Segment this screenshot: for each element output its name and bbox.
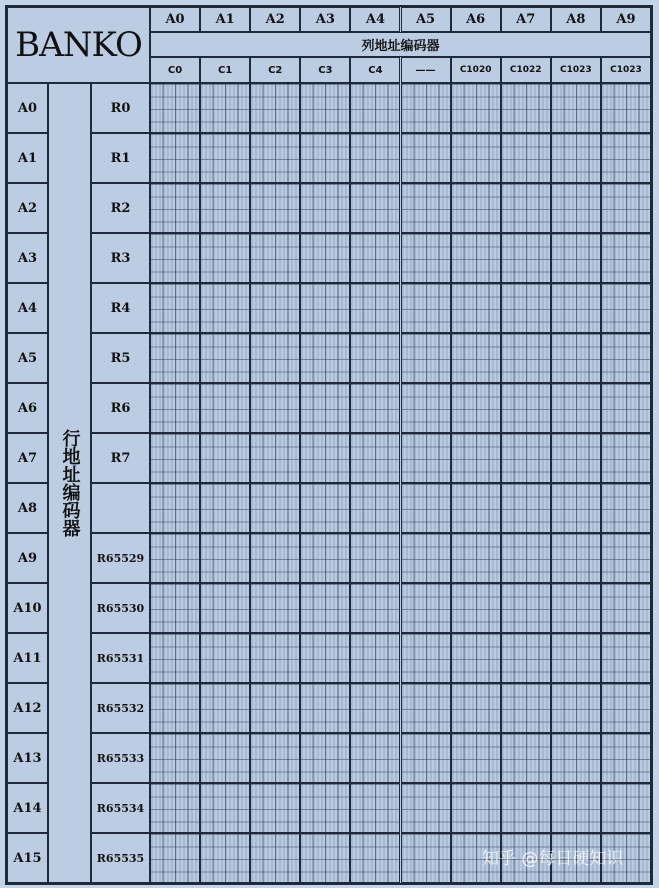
memory-cell [551, 383, 601, 433]
memory-cell [150, 283, 200, 333]
row-address-label: A2 [7, 183, 48, 233]
memory-cell [250, 833, 300, 883]
column-label: C1020 [451, 57, 501, 83]
memory-cell [350, 433, 400, 483]
row-label: R6 [91, 383, 150, 433]
memory-cell [551, 233, 601, 283]
memory-cell [501, 383, 551, 433]
column-address-label: A4 [350, 7, 400, 32]
memory-cell [551, 133, 601, 183]
memory-cell [601, 483, 651, 533]
memory-cell [300, 383, 350, 433]
row-label: R1 [91, 133, 150, 183]
memory-cell [200, 83, 250, 133]
memory-cell [551, 83, 601, 133]
row-label: R0 [91, 83, 150, 133]
column-label: —— [401, 57, 451, 83]
memory-cell [601, 83, 651, 133]
memory-cell [601, 333, 651, 383]
row-address-label: A4 [7, 283, 48, 333]
memory-cell [200, 183, 250, 233]
memory-cell [401, 233, 451, 283]
memory-cell [350, 383, 400, 433]
memory-cell [200, 833, 250, 883]
memory-cell [300, 533, 350, 583]
row-address-label: A13 [7, 733, 48, 783]
memory-cell [601, 183, 651, 233]
memory-cell [300, 233, 350, 283]
memory-cell [350, 333, 400, 383]
memory-cell [451, 583, 501, 633]
memory-cell [150, 383, 200, 433]
memory-cell [451, 83, 501, 133]
memory-cell [401, 733, 451, 783]
column-address-label: A3 [300, 7, 350, 32]
memory-cell [150, 433, 200, 483]
column-address-label: A1 [200, 7, 250, 32]
memory-cell [501, 133, 551, 183]
row-address-label: A7 [7, 433, 48, 483]
memory-cell [150, 733, 200, 783]
column-label: C4 [350, 57, 400, 83]
memory-cell [200, 683, 250, 733]
row-label: R65533 [91, 733, 150, 783]
column-address-label: A0 [150, 7, 200, 32]
row-address-label: A15 [7, 833, 48, 883]
memory-cell [551, 433, 601, 483]
memory-cell [501, 83, 551, 133]
memory-cell [150, 183, 200, 233]
memory-cell [200, 133, 250, 183]
memory-cell [250, 133, 300, 183]
memory-cell [451, 483, 501, 533]
memory-cell [451, 383, 501, 433]
memory-cell [451, 183, 501, 233]
memory-cell [250, 483, 300, 533]
memory-cell [200, 383, 250, 433]
memory-cell [401, 383, 451, 433]
column-address-label: A5 [401, 7, 451, 32]
row-decoder-title: 行地址编码器 [59, 429, 81, 537]
memory-cell [350, 83, 400, 133]
memory-cell [350, 683, 400, 733]
column-label: C0 [150, 57, 200, 83]
memory-cell [551, 633, 601, 683]
memory-cell [350, 783, 400, 833]
memory-cell [551, 683, 601, 733]
memory-cell [501, 483, 551, 533]
memory-cell [501, 583, 551, 633]
column-address-label: A2 [250, 7, 300, 32]
memory-cell [501, 183, 551, 233]
column-label: C2 [250, 57, 300, 83]
memory-cell [200, 233, 250, 283]
memory-cell [401, 783, 451, 833]
memory-cell [601, 233, 651, 283]
memory-cell [350, 133, 400, 183]
memory-cell [501, 283, 551, 333]
row-address-label: A5 [7, 333, 48, 383]
memory-cell [601, 733, 651, 783]
memory-cell [401, 833, 451, 883]
memory-cell [300, 633, 350, 683]
memory-cell [250, 183, 300, 233]
row-address-label: A0 [7, 83, 48, 133]
column-label: C1022 [501, 57, 551, 83]
row-address-label: A11 [7, 633, 48, 683]
memory-cell [300, 133, 350, 183]
memory-cell [350, 233, 400, 283]
column-address-label: A9 [601, 7, 651, 32]
row-label: R65535 [91, 833, 150, 883]
row-label: R4 [91, 283, 150, 333]
memory-cell [350, 533, 400, 583]
memory-cell [551, 533, 601, 583]
memory-cell [150, 533, 200, 583]
memory-cell [200, 433, 250, 483]
memory-cell [601, 783, 651, 833]
memory-cell [300, 833, 350, 883]
memory-cell [150, 683, 200, 733]
bank-logo: BANKO [7, 7, 150, 83]
memory-cell [300, 333, 350, 383]
column-label: C1 [200, 57, 250, 83]
watermark: 知乎 @每日硬知识 [482, 849, 624, 869]
row-address-label: A1 [7, 133, 48, 183]
memory-cell [150, 333, 200, 383]
row-address-label: A9 [7, 533, 48, 583]
memory-cell [350, 483, 400, 533]
memory-cell [401, 533, 451, 583]
memory-cell [401, 333, 451, 383]
memory-cell [200, 533, 250, 583]
memory-cell [601, 283, 651, 333]
memory-cell [401, 483, 451, 533]
row-label: R65530 [91, 583, 150, 633]
row-label: R5 [91, 333, 150, 383]
column-address-label: A8 [551, 7, 601, 32]
column-address-label: A6 [451, 7, 501, 32]
memory-cell [250, 583, 300, 633]
row-address-label: A12 [7, 683, 48, 733]
memory-cell [501, 233, 551, 283]
memory-cell [451, 633, 501, 683]
memory-cell [350, 183, 400, 233]
memory-cell [501, 733, 551, 783]
memory-cell [350, 833, 400, 883]
memory-cell [451, 433, 501, 483]
column-label: C1023 [601, 57, 651, 83]
memory-cell [200, 283, 250, 333]
row-label [91, 483, 150, 533]
row-label: R2 [91, 183, 150, 233]
memory-cell [250, 683, 300, 733]
memory-cell [401, 83, 451, 133]
row-label: R65531 [91, 633, 150, 683]
memory-cell [250, 233, 300, 283]
memory-cell [250, 783, 300, 833]
memory-bank-diagram [5, 5, 653, 885]
row-label: R65534 [91, 783, 150, 833]
row-label: R65529 [91, 533, 150, 583]
memory-cell [501, 783, 551, 833]
memory-cell [250, 733, 300, 783]
memory-cell [250, 283, 300, 333]
memory-cell [501, 683, 551, 733]
memory-cell [401, 133, 451, 183]
memory-cell [300, 583, 350, 633]
memory-cell [601, 583, 651, 633]
memory-cell [501, 433, 551, 483]
memory-cell [350, 733, 400, 783]
memory-cell [150, 483, 200, 533]
memory-cell [300, 683, 350, 733]
memory-cell [501, 533, 551, 583]
memory-cell [601, 383, 651, 433]
memory-cell [551, 733, 601, 783]
memory-cell [300, 433, 350, 483]
memory-cell [451, 333, 501, 383]
memory-cell [601, 433, 651, 483]
memory-cell [551, 783, 601, 833]
row-address-label: A3 [7, 233, 48, 283]
memory-cell [200, 583, 250, 633]
memory-cell [551, 483, 601, 533]
memory-cell [150, 783, 200, 833]
memory-cell [350, 283, 400, 333]
memory-cell [250, 633, 300, 683]
memory-cell [250, 383, 300, 433]
memory-cell [451, 733, 501, 783]
row-label: R65532 [91, 683, 150, 733]
memory-cell [601, 533, 651, 583]
memory-cell [200, 483, 250, 533]
memory-cell [401, 283, 451, 333]
memory-cell [200, 783, 250, 833]
memory-cell [551, 283, 601, 333]
memory-cell [401, 433, 451, 483]
memory-cell [551, 333, 601, 383]
memory-cell [150, 583, 200, 633]
memory-cell [451, 533, 501, 583]
memory-cell [451, 683, 501, 733]
memory-cell [300, 783, 350, 833]
memory-cell [200, 633, 250, 683]
memory-cell [300, 483, 350, 533]
row-label: R3 [91, 233, 150, 283]
memory-cell [551, 183, 601, 233]
memory-cell [150, 833, 200, 883]
memory-cell [601, 633, 651, 683]
column-address-label: A7 [501, 7, 551, 32]
memory-cell [501, 333, 551, 383]
column-decoder-title: 列地址编码器 [150, 32, 651, 57]
row-address-label: A8 [7, 483, 48, 533]
memory-cell [601, 683, 651, 733]
memory-cell [200, 733, 250, 783]
memory-cell [150, 233, 200, 283]
row-decoder-column [48, 83, 91, 883]
row-label: R7 [91, 433, 150, 483]
memory-cell [451, 783, 501, 833]
memory-cell [401, 583, 451, 633]
memory-cell [451, 233, 501, 283]
memory-cell [401, 633, 451, 683]
memory-cell [601, 133, 651, 183]
memory-cell [150, 633, 200, 683]
memory-cell [300, 733, 350, 783]
memory-cell [451, 133, 501, 183]
column-label: C1023 [551, 57, 601, 83]
memory-cell [200, 333, 250, 383]
memory-cell [150, 133, 200, 183]
memory-cell [350, 583, 400, 633]
row-address-label: A14 [7, 783, 48, 833]
memory-cell [350, 633, 400, 683]
memory-cell [250, 433, 300, 483]
memory-cell [250, 333, 300, 383]
memory-cell [250, 83, 300, 133]
row-address-label: A10 [7, 583, 48, 633]
column-label: C3 [300, 57, 350, 83]
memory-cell [300, 83, 350, 133]
memory-cell [300, 283, 350, 333]
memory-cell [401, 183, 451, 233]
memory-cell [401, 683, 451, 733]
memory-cell [501, 633, 551, 683]
memory-cell [451, 283, 501, 333]
memory-cell [250, 533, 300, 583]
memory-cell [300, 183, 350, 233]
memory-cell [150, 83, 200, 133]
row-address-label: A6 [7, 383, 48, 433]
memory-cell [551, 583, 601, 633]
